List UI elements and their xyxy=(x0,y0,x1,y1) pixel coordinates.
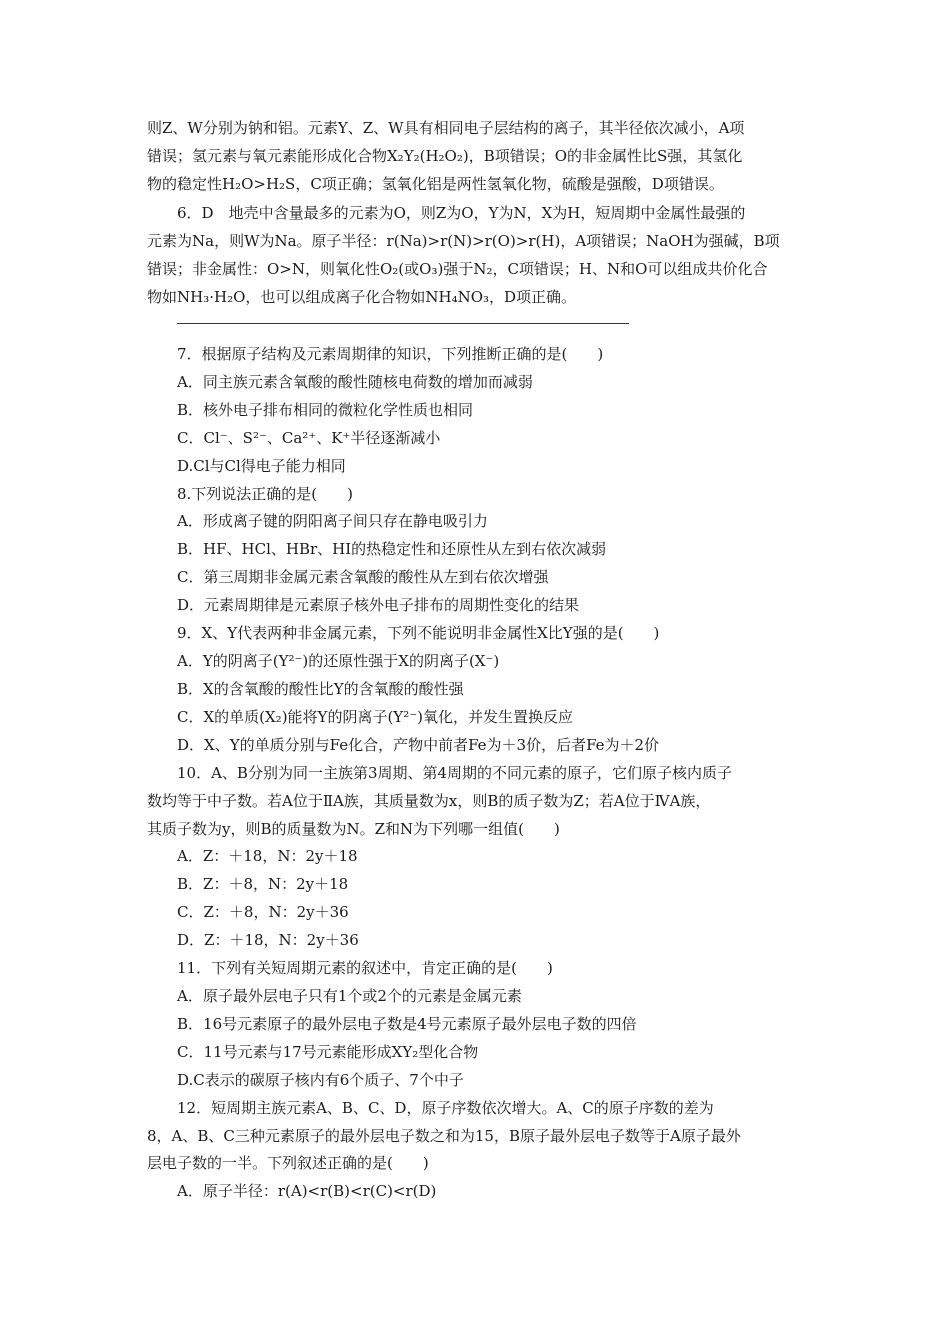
answer-5-line-1: 则Z、W分别为钠和铝。元素Y、Z、W具有相同电子层结构的离子，其半径依次减小，A项 xyxy=(147,119,745,137)
question-9-option-c: C．X的单质(X₂)能将Y的阴离子(Y²⁻)氧化，并发生置换反应 xyxy=(177,708,573,726)
question-10-stem-line-1: 10．A、B分别为同一主族第3周期、第4周期的不同元素的原子，它们原子核内质子 xyxy=(177,764,733,782)
answer-6-line-1: 6．D 地壳中含量最多的元素为O，则Z为O，Y为N，X为H，短周期中金属性最强的 xyxy=(177,204,746,222)
question-9-stem: 9．X、Y代表两种非金属元素，下列不能说明非金属性X比Y强的是( ) xyxy=(177,624,660,642)
question-12-stem-line-3: 层电子数的一半。下列叙述正确的是( ) xyxy=(147,1154,429,1172)
answer-6-line-4: 物如NH₃·H₂O，也可以组成离子化合物如NH₄NO₃，D项正确。 xyxy=(147,288,577,306)
question-8-option-a: A．形成离子键的阴阳离子间只存在静电吸引力 xyxy=(177,512,488,530)
question-10-stem-line-3: 其质子数为y，则B的质量数为N。Z和N为下列哪一组值( ) xyxy=(147,820,560,838)
question-8-option-c: C．第三周期非金属元素含氧酸的酸性从左到右依次增强 xyxy=(177,568,549,586)
question-12-stem-line-1: 12．短周期主族元素A、B、C、D，原子序数依次增大。A、C的原子序数的差为 xyxy=(177,1099,714,1117)
question-12-stem-line-2: 8，A、B、C三种元素原子的最外层电子数之和为15，B原子最外层电子数等于A原子最外 xyxy=(147,1127,741,1145)
question-11-option-c: C．11号元素与17号元素能形成XY₂型化合物 xyxy=(177,1043,479,1061)
question-7-stem: 7．根据原子结构及元素周期律的知识，下列推断正确的是( ) xyxy=(177,345,604,363)
question-11-stem: 11．下列有关短周期元素的叙述中，肯定正确的是( ) xyxy=(177,959,553,977)
section-divider xyxy=(177,323,629,324)
question-7-option-d: D.Cl与Cl得电子能力相同 xyxy=(177,457,346,475)
question-9-option-b: B．X的含氧酸的酸性比Y的含氧酸的酸性强 xyxy=(177,680,464,698)
question-7-option-a: A．同主族元素含氧酸的酸性随核电荷数的增加而减弱 xyxy=(177,373,533,391)
answer-6-line-3: 错误；非金属性：O>N，则氧化性O₂(或O₃)强于N₂，C项错误；H、N和O可以组成共价化合 xyxy=(147,260,768,278)
answer-6-line-2: 元素为Na，则W为Na。原子半径：r(Na)>r(N)>r(O)>r(H)，A项错误；NaOH为强碱，B项 xyxy=(147,232,780,250)
question-10-option-c: C．Z：＋8，N：2y＋36 xyxy=(177,903,349,921)
question-7-option-b: B．核外电子排布相同的微粒化学性质也相同 xyxy=(177,401,474,419)
question-12-option-a: A．原子半径：r(A)<r(B)<r(C)<r(D) xyxy=(177,1182,437,1200)
question-11-option-b: B．16号元素原子的最外层电子数是4号元素原子最外层电子数的四倍 xyxy=(177,1015,637,1033)
question-11-option-a: A．原子最外层电子只有1个或2个的元素是金属元素 xyxy=(177,987,522,1005)
question-10-option-a: A．Z：＋18，N：2y＋18 xyxy=(177,847,358,865)
question-9-option-a: A．Y的阴离子(Y²⁻)的还原性强于X的阴离子(X⁻) xyxy=(177,652,500,670)
question-10-stem-line-2: 数均等于中子数。若A位于ⅡA族，其质量数为x，则B的质子数为Z；若A位于ⅣA族， xyxy=(147,792,711,810)
question-8-stem: 8.下列说法正确的是( ) xyxy=(177,485,354,503)
question-10-option-b: B．Z：＋8，N：2y＋18 xyxy=(177,875,349,893)
question-10-option-d: D．Z：＋18，N：2y＋36 xyxy=(177,931,359,949)
question-8-option-d: D．元素周期律是元素原子核外电子排布的周期性变化的结果 xyxy=(177,596,580,614)
answer-5-line-2: 错误；氢元素与氧元素能形成化合物X₂Y₂(H₂O₂)，B项错误；O的非金属性比S强，其氢化 xyxy=(147,147,743,165)
question-11-option-d: D.C表示的碳原子核内有6个质子、7个中子 xyxy=(177,1071,464,1089)
answer-5-line-3: 物的稳定性H₂O>H₂S，C项正确；氢氧化铝是两性氢氧化物，硫酸是强酸，D项错误。 xyxy=(147,175,724,193)
question-8-option-b: B．HF、HCl、HBr、HI的热稳定性和还原性从左到右依次减弱 xyxy=(177,540,607,558)
question-9-option-d: D．X、Y的单质分别与Fe化合，产物中前者Fe为＋3价，后者Fe为＋2价 xyxy=(177,736,660,754)
question-7-option-c: C．Cl⁻、S²⁻、Ca²⁺、K⁺半径逐渐减小 xyxy=(177,429,441,447)
